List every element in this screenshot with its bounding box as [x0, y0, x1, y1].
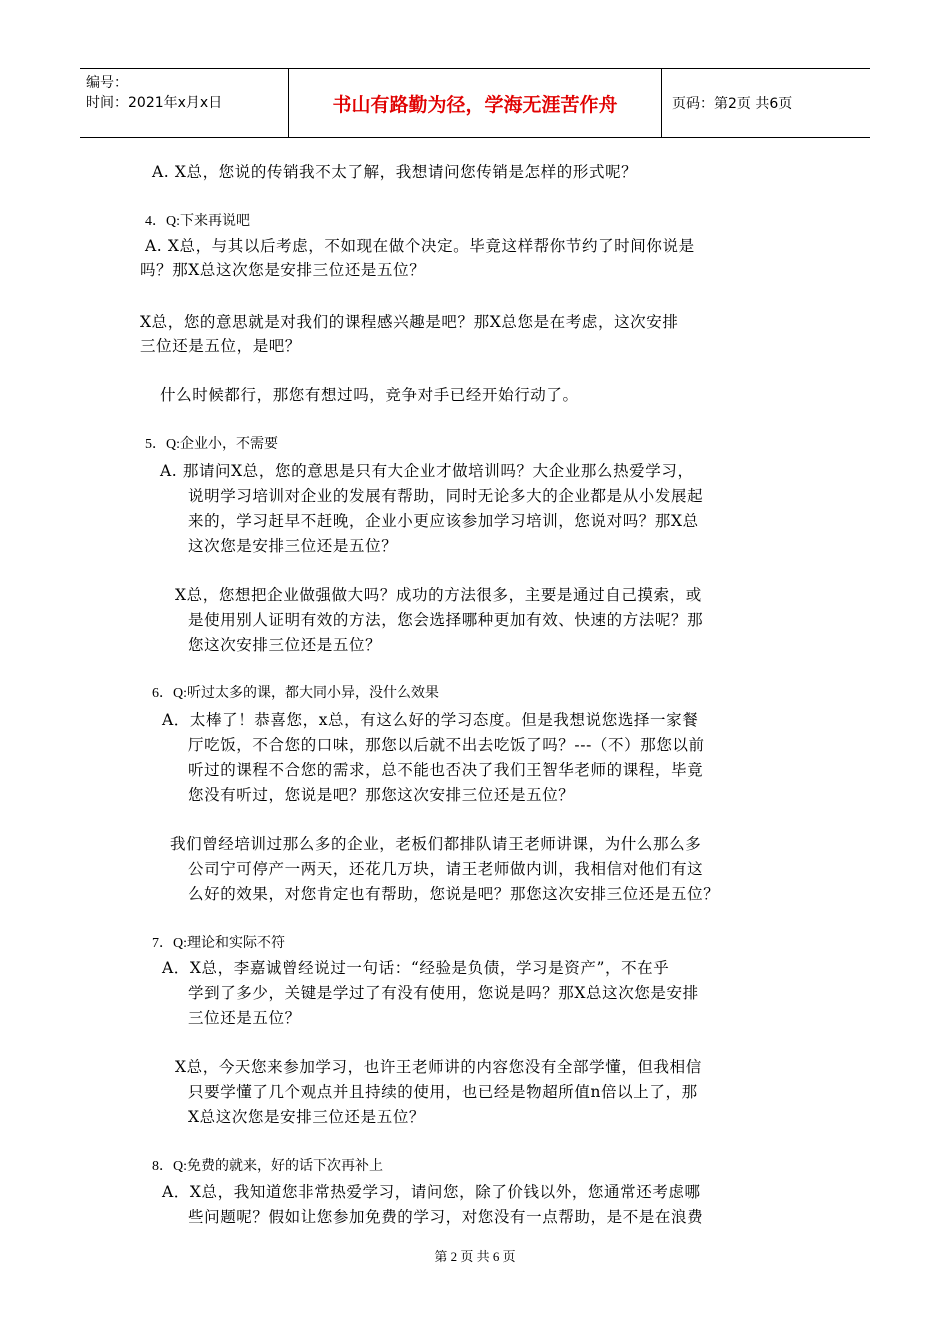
paragraph-line: 三位还是五位？ [188, 1009, 301, 1027]
paragraph-line: X总，您想把企业做强做大吗？成功的方法很多，主要是通过自己摸索，或 [175, 586, 702, 604]
paragraph-line: X总这次您是安排三位还是五位？ [188, 1108, 426, 1126]
paragraph-line: 您这次安排三位还是五位？ [188, 636, 382, 654]
page-header [80, 68, 870, 138]
paragraph-line: X总，您的意思就是对我们的课程感兴趣是吧？那X总您是在考虑，这次安排 [140, 313, 679, 331]
paragraph-line: 学到了多少，关键是学过了有没有使用，您说是吗？那X总这次您是安排 [188, 984, 699, 1002]
paragraph-line: 厅吃饭，不合您的口味，那您以后就不出去吃饭了吗？---（不）那您以前 [188, 736, 705, 754]
paragraph-line: 您没有听过，您说是吧？那您这次安排三位还是五位？ [188, 786, 575, 804]
page-footer: 第 2 页 共 6 页 [434, 1249, 516, 1264]
paragraph-line: A. X总，您说的传销我不太了解，我想请问您传销是怎样的形式呢？ [152, 163, 638, 181]
paragraph-line: A．X总，李嘉诚曾经说过一句话：“经验是负债，学习是资产”，不在乎 [162, 959, 670, 977]
question-heading: 7．Q:理论和实际不符 [152, 936, 285, 951]
header-page-info: 页码：第2页 共6页 [672, 96, 793, 112]
paragraph-line: 公司宁可停产一两天，还花几万块，请王老师做内训，我相信对他们有这 [188, 860, 704, 878]
paragraph-line: 些问题呢？假如让您参加免费的学习，对您没有一点帮助，是不是在浪费 [188, 1208, 704, 1226]
question-heading: 8．Q:免费的就来，好的话下次再补上 [152, 1159, 383, 1174]
paragraph-line: X总，今天您来参加学习，也许王老师讲的内容您没有全部学懂，但我相信 [175, 1058, 702, 1076]
paragraph-line: 只要学懂了几个观点并且持续的使用，也已经是物超所值n倍以上了，那 [188, 1083, 698, 1101]
paragraph-line: 这次您是安排三位还是五位？ [188, 537, 398, 555]
paragraph-line: 来的，学习赶早不赶晚，企业小更应该参加学习培训，您说对吗？那X总 [188, 512, 699, 530]
paragraph-line: A．太棒了！恭喜您，x总，有这么好的学习态度。但是我想说您选择一家餐 [162, 711, 699, 729]
question-heading: 4．Q:下来再说吧 [145, 214, 250, 229]
paragraph-line: A. 那请问X总，您的意思是只有大企业才做培训吗？大企业那么热爱学习， [160, 462, 694, 480]
header-meta [80, 69, 289, 137]
paragraph-line: 听过的课程不合您的需求，总不能也否决了我们王智华老师的课程，毕竟 [188, 761, 704, 779]
paragraph-line: 么好的效果，对您肯定也有帮助，您说是吧？那您这次安排三位还是五位？ [188, 885, 720, 903]
header-motto: 书山有路勤为径，学海无涯苦作舟 [289, 69, 662, 137]
paragraph-line: 三位还是五位，是吧？ [140, 337, 302, 355]
paragraph-line: A. X总，与其以后考虑，不如现在做个决定。毕竟这样帮你节约了时间你说是 [145, 237, 695, 255]
paragraph-line: 说明学习培训对企业的发展有帮助，同时无论多大的企业都是从小发展起 [188, 487, 704, 505]
header-number: 编号： [86, 75, 128, 91]
paragraph-line: 我们曾经培训过那么多的企业，老板们都排队请王老师讲课，为什么那么多 [170, 835, 702, 853]
paragraph-line: 是使用别人证明有效的方法，您会选择哪种更加有效、快速的方法呢？那 [188, 611, 704, 629]
paragraph-line: 吗？那X总这次您是安排三位还是五位？ [140, 261, 426, 279]
paragraph-line: 什么时候都行，那您有想过吗，竞争对手已经开始行动了。 [160, 386, 579, 404]
paragraph-line: A．X总，我知道您非常热爱学习，请问您，除了价钱以外，您通常还考虑哪 [162, 1183, 701, 1201]
header-time: 时间：2021年x月x日 [86, 95, 223, 111]
question-heading: 6．Q:听过太多的课，都大同小异，没什么效果 [152, 686, 439, 701]
question-heading: 5．Q:企业小，不需要 [145, 437, 278, 452]
